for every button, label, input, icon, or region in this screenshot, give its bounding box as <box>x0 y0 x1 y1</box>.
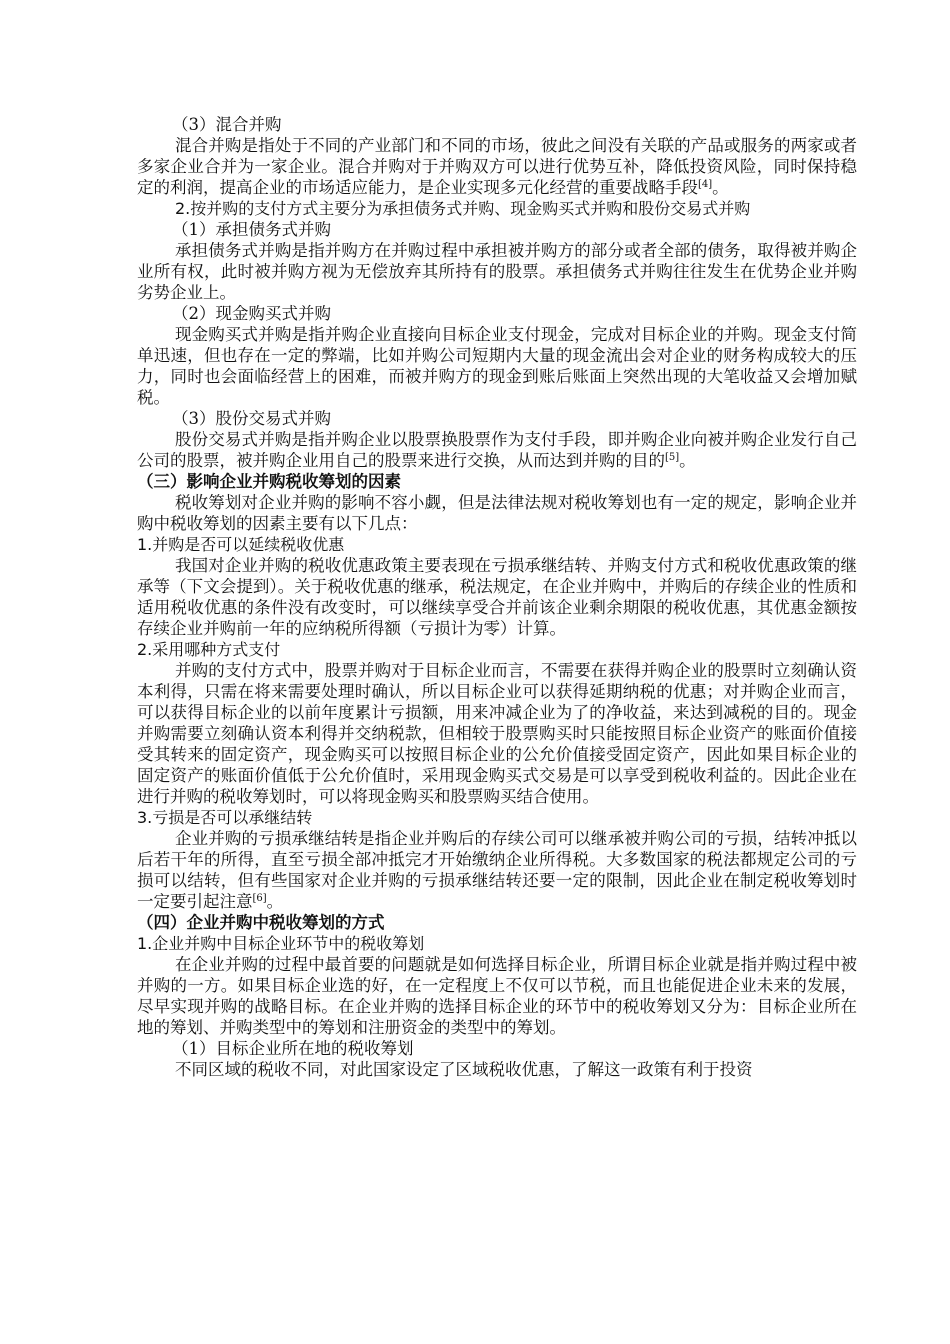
paragraph <box>137 429 857 471</box>
paragraph-text: 1.并购是否可以延续税收优惠 <box>137 535 345 554</box>
paragraph-text: 我国对企业并购的税收优惠政策主要表现在亏损承继结转、并购支付方式和税收优惠政策的继承等（下文会提到）。关于税收优惠的继承，税法规定，在企业并购中，并购后的存续企业的性质和适用税收优惠的条件没有改变时，可以继续享受合并前该企业剩余期限的税收优惠，其优惠金额按存续企业并购前一年的应纳税所得额（亏损计为零）计算。 <box>137 556 857 638</box>
paragraph <box>137 240 857 303</box>
paragraph <box>137 1038 857 1059</box>
paragraph <box>137 219 857 240</box>
paragraph <box>137 114 857 135</box>
paragraph-text: （2）现金购买式并购 <box>172 304 331 323</box>
paragraph <box>137 135 857 198</box>
paragraph-text: （3）股份交易式并购 <box>172 409 331 428</box>
paragraph <box>137 1059 857 1080</box>
paragraph-text: 在企业并购的过程中最首要的问题就是如何选择目标企业，所谓目标企业就是指并购过程中被并购的一方。如果目标企业选的好，在一定程度上不仅可以节税，而且也能促进企业未来的发展，尽早实现并购的战略目标。在企业并购的选择目标企业的环节中的税收筹划又分为：目标企业所在地的筹划、并购类型中的筹划和注册资金的类型中的筹划。 <box>137 955 857 1037</box>
paragraph <box>137 492 857 534</box>
paragraph-text: 企业并购的亏损承继结转是指企业并购后的存续公司可以继承被并购公司的亏损，结转冲抵以后若干年的所得，直至亏损全部冲抵完才开始缴纳企业所得税。大多数国家的税法都规定公司的亏损可以结转，但有些国家对企业并购的亏损承继结转还要一定的限制，因此企业在制定税收筹划时一定要引起注意 <box>137 829 857 911</box>
paragraph-text: 3.亏损是否可以承继结转 <box>137 808 313 827</box>
paragraph <box>137 555 857 639</box>
paragraph-text: （3）混合并购 <box>172 115 282 134</box>
paragraph-text: 混合并购是指处于不同的产业部门和不同的市场，彼此之间没有关联的产品或服务的两家或者多家企业合并为一家企业。混合并购对于并购双方可以进行优势互补，降低投资风险，同时保持稳定的利润，提高企业的市场适应能力，是企业实现多元化经营的重要战略手段 <box>137 136 857 197</box>
paragraph-text: 2.按并购的支付方式主要分为承担债务式并购、现金购买式并购和股份交易式并购 <box>175 199 751 218</box>
paragraph-text: 税收筹划对企业并购的影响不容小觑，但是法律法规对税收筹划也有一定的规定，影响企业并购中税收筹划的因素主要有以下几点： <box>137 493 857 533</box>
citation-mark: [5] <box>665 452 680 463</box>
document-body <box>137 114 857 1080</box>
paragraph <box>137 324 857 408</box>
citation-mark: [6] <box>252 893 267 904</box>
paragraph <box>137 660 857 807</box>
paragraph-text: 并购的支付方式中，股票并购对于目标企业而言，不需要在获得并购企业的股票时立刻确认资本利得，只需在将来需要处理时确认，所以目标企业可以获得延期纳税的优惠；对并购企业而言，可以获得目标企业的以前年度累计亏损额，用来冲减企业为了的净收益，来达到减税的目的。现金并购需要立刻确认资本利得并交纳税款，但相较于股票购买时只能按照目标企业资产的账面价值接受其转来的固定资产，现金购买可以按照目标企业的公允价值接受固定资产，因此如果目标企业的固定资产的账面价值低于公允价值时，采用现金购买式交易是可以享受到税收利益的。因此企业在进行并购的税收筹划时，可以将现金购买和股票购买结合使用。 <box>137 661 857 806</box>
paragraph <box>137 408 857 429</box>
paragraph-text: （三）影响企业并购税收筹划的因素 <box>137 472 401 491</box>
paragraph-text: 股份交易式并购是指并购企业以股票换股票作为支付手段，即并购企业向被并购企业发行自己公司的股票，被并购企业用自己的股票来进行交换，从而达到并购的目的 <box>137 430 857 470</box>
paragraph-text: 不同区域的税收不同，对此国家设定了区域税收优惠，了解这一政策有利于投资 <box>175 1060 753 1079</box>
paragraph-text: （四）企业并购中税收筹划的方式 <box>137 913 385 932</box>
paragraph <box>137 639 857 660</box>
paragraph-text: （1）目标企业所在地的税收筹划 <box>172 1039 414 1058</box>
citation-mark: [4] <box>698 179 713 190</box>
paragraph <box>137 954 857 1038</box>
paragraph <box>137 807 857 828</box>
paragraph-tail: 。 <box>712 178 729 197</box>
paragraph <box>137 828 857 912</box>
paragraph <box>137 198 857 219</box>
paragraph-text: 现金购买式并购是指并购企业直接向目标企业支付现金，完成对目标企业的并购。现金支付简单迅速，但也存在一定的弊端，比如并购公司短期内大量的现金流出会对企业的财务构成较大的压力，同时也会面临经营上的困难，而被并购方的现金到账后账面上突然出现的大笔收益又会增加赋税。 <box>137 325 857 407</box>
paragraph-text: 1.企业并购中目标企业环节中的税收筹划 <box>137 934 425 953</box>
paragraph <box>137 471 857 492</box>
paragraph-tail: 。 <box>679 451 696 470</box>
paragraph <box>137 912 857 933</box>
paragraph-text: 2.采用哪种方式支付 <box>137 640 281 659</box>
paragraph <box>137 933 857 954</box>
paragraph <box>137 534 857 555</box>
paragraph-text: 承担债务式并购是指并购方在并购过程中承担被并购方的部分或者全部的债务，取得被并购企业所有权，此时被并购方视为无偿放弃其所持有的股票。承担债务式并购往往发生在优势企业并购劣势企业上。 <box>137 241 857 302</box>
paragraph-text: （1）承担债务式并购 <box>172 220 331 239</box>
paragraph <box>137 303 857 324</box>
paragraph-tail: 。 <box>266 892 284 911</box>
